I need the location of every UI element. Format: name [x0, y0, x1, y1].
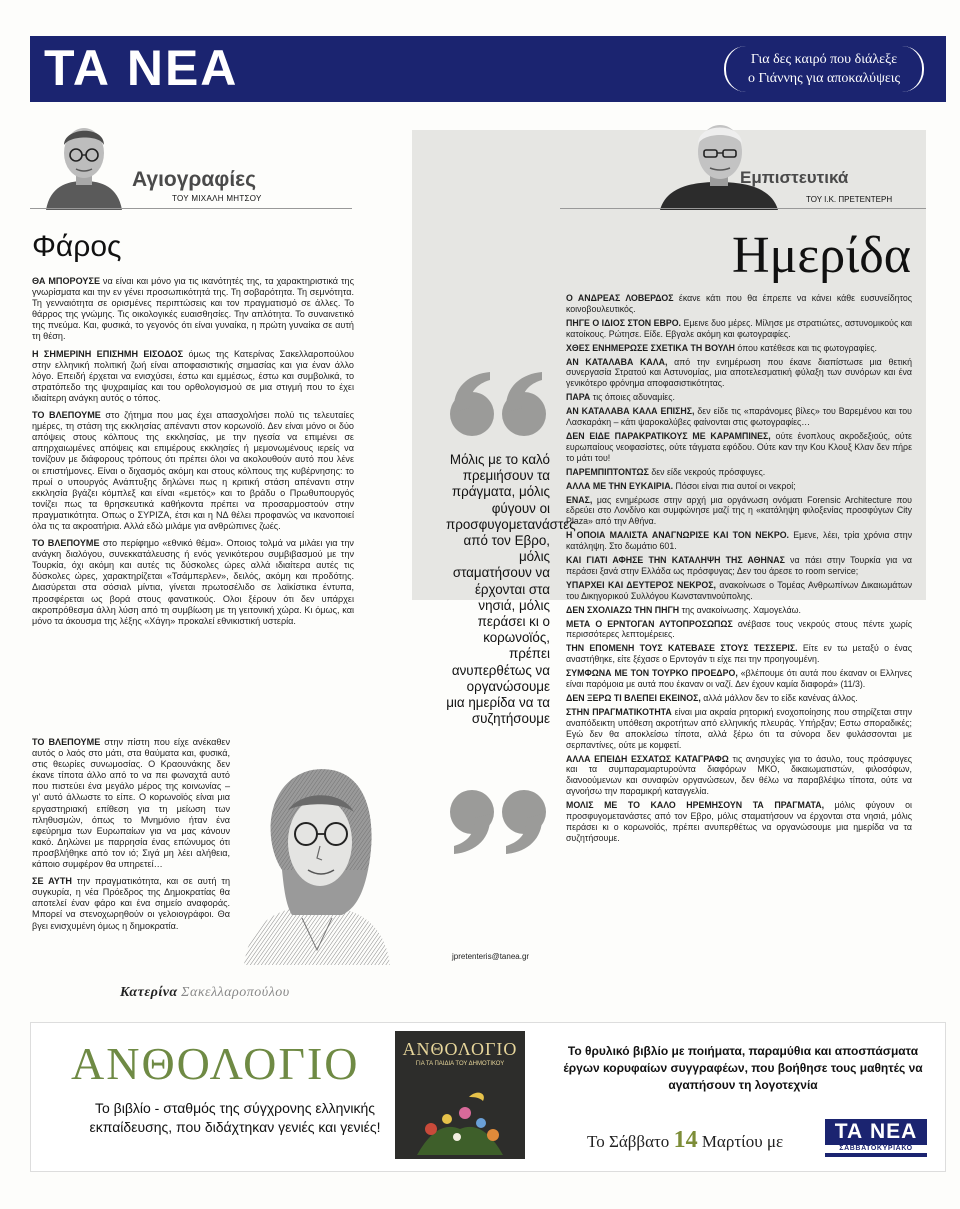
close-quote-icon [446, 788, 550, 854]
paragraph: ΧΘΕΣ ΕΝΗΜΕΡΩΣΕ ΣΧΕΤΙΚΑ ΤΗ ΒΟΥΛΗ όπου κατέθεσε και τις φωτογραφίες. [566, 342, 878, 353]
paragraph: ΔΕΝ ΣΧΟΛΙΑΖΩ ΤΗΝ ΠΗΓΗ της ανακοίνωσης. Χαμογελάω. [566, 604, 801, 615]
columnist-portrait-right [660, 118, 778, 210]
paragraph: ΣΤΗΝ ΠΡΑΓΜΑΤΙΚΟΤΗΤΑ είναι μια ακραία ρητορική ενοχοποίησης που στηρίζεται στην αναπόδεικτη υπόθεση ακροτήτων από ελληνικής πλευράς. Υπήρξαν; Εστω σποραδικές; Εγώ δεν θα αποκλείσω τίποτα, αλλά ξέρω ότι τα σύνορα δεν φυλάσσονται με σερπαντίνες, ούτε με κομφετί. [566, 706, 913, 750]
paragraph: ΚΑΙ ΓΙΑΤΙ ΑΦΗΣΕ ΤΗΝ ΚΑΤΑΛΗΨΗ ΤΗΣ ΑΘΗΝΑΣ να πάει στην Τουρκία για να περάσει ξανά στην Ελλάδα ως πρόσφυγας; Δεν του άρεσε το room service; [566, 555, 912, 576]
paragraph: ΑΝ ΚΑΤΑΛΑΒΑ ΚΑΛΑ, από την ενημέρωση που έκανε διαπίστωσε μια θετική συνεργασία Στρατού και Αστυνομίας, μια αποτελεσματική φύλαξη των συνόρων και ένα γενικότερο φρόνημα αποφασιστικότητας. [566, 356, 912, 389]
article-body-right [566, 293, 912, 847]
advertisement-anthologio[interactable] [30, 1022, 946, 1172]
column-title-agiografies: Αγιογραφίες [132, 168, 257, 191]
paragraph: ΤΗΝ ΕΠΟΜΕΝΗ ΤΟΥΣ ΚΑΤΕΒΑΣΕ ΣΤΟΥΣ ΤΕΣΣΕΡΙΣ. Είτε εν τω μεταξύ ο ένας αναστήθηκε, είτε ξέχασε ο Ερντογάν τι είχε πει την προηγουμένη. [566, 643, 912, 665]
paragraph: ΘΑ ΜΠΟΡΟΥΣΕ να είναι και μόνο για τις ικανότητές της, τα χαρακτηριστικά της γνωρίσματα και την εν γένει προσωπικότητά της. Τη σοβαρότητα. Τη σεμνότητα. Τη γενναιότητα σε ορισμένες περιπτώσεις και τον πραγματισμό σε άλλες. Το θάρρος της γνώμης. Τις οικολογικές ευαισθησίες. Την απλότητα. Το συναινετικό της πνεύμα. Και, φυσικά, το γεγονός ότι είναι γυναίκα, η πρώτη γυναίκα σε αυτή τη θέση. [32, 276, 354, 342]
columnist-portrait-left [40, 115, 128, 210]
author-email-link[interactable]: jpretenteris@tanea.gr [452, 952, 530, 961]
paragraph: ΕΝΑΣ, μας ενημέρωσε στην αρχή μια οργάνωση ονόματι Forensic Architecture που εδρεύει στο Λονδίνο και συμφώνησε μαζί της η «κατάληψη φιλοξενίας προσφύγων City Plaza» από την Αθήνα. [566, 494, 912, 527]
book-cover-title: ΑΝΘΟΛΟΓΙΟ [402, 1039, 518, 1059]
book-cover-image [395, 1031, 525, 1159]
tagline-line-1: Για δες καιρό που διάλεξε [750, 52, 898, 67]
byline-left: ΤΟΥ ΜΙΧΑΛΗ ΜΗΤΣΟΥ [172, 194, 262, 203]
paragraph: ΔΕΝ ΞΕΡΩ ΤΙ ΒΛΕΠΕΙ ΕΚΕΙΝΟΣ, αλλά μάλλον δεν το είδε κανένας άλλος. [566, 693, 858, 703]
article-body-left-narrow [32, 737, 230, 938]
tagline-line-2: ο Γιάννης για αποκαλύψεις [747, 71, 901, 86]
column-title-empisteftika: Εμπιστευτικά [740, 168, 849, 187]
portrait-sketch-sakellaropoulou [232, 750, 402, 965]
paragraph: ΔΕΝ ΕΙΔΕ ΠΑΡΑΚΡΑΤΙΚΟΥΣ ΜΕ ΚΑΡΑΜΠΙΝΕΣ, ούτε ένοπλους ακροδεξιούς, ούτε ευρωπαίους νεοφασίστες, ούτε τάγματα εφόδου. Ούτε καν την Κου Κλουξ Κλαν δεν πήρε το μάτι του! [566, 430, 912, 463]
signature-label: Κατερίνα Σακελλαροπούλου [120, 985, 290, 1000]
paragraph: ΤΟ ΒΛΕΠΟΥΜΕ στο περίφημο «εθνικό θέμα». Οποιος τολμά να μιλάει για την ανάγκη διαλόγου, συνεκκατάλευσης ή ενός γενικότερου συμβιβασμού με την Τουρκία, όχι ακόμη και αυτές τις δύσκολες ώρες αλλά ιδιαίτερα αυτές τις δύσκολες ώρες, χαρακτηρίζεται «Τσάμπερλεν», δειλός, ακόμη και προδότης. Διασύρεται στα σόσιαλ μίντια, γίνεται πρωτοσέλιδο σε λαϊκίστικα έντυπα, προσφέρεται ως βορά στους φανατικούς. Ολοι ξέρουν ότι δεν υπάρχει ακροπρόθεσμα άλλη λύση από τη συμβίωση με τη γειτονική χώρα. Κι όμως, και μόνο τα άκουσμα της λέξης «Χάγη» προκαλεί εθνικιστική υστερία. [32, 538, 354, 626]
ad-title: ΑΝΘΟΛΟΓΙΟ [71, 1038, 360, 1089]
divider-left [30, 208, 352, 209]
paragraph: ΜΕΤΑ Ο ΕΡΝΤΟΓΑΝ ΑΥΤΟΠΡΟΣΩΠΩΣ ανέβασε τους νεκρούς στους πέντε χωρίς περισσότερες λεπτομέρειες. [566, 618, 913, 640]
ta-nea-weekend-logo: ΤΑ ΝΕΑ ΣΑΒΒΑΤΟΚΥΡΙΑΚΟ [825, 1119, 927, 1157]
divider-right [560, 208, 926, 209]
paragraph: ΑΛΛΑ ΜΕ ΤΗΝ ΕΥΚΑΙΡΙΑ. Πόσοι είναι πια αυτοί οι νεκροί; [566, 480, 796, 491]
masthead [30, 36, 946, 102]
headline-imerida: Ημερίδα [732, 227, 911, 284]
paragraph: ΠΑΡΑ τις όποιες αδυναμίες. [566, 392, 675, 403]
paragraph: ΥΠΑΡΧΕΙ ΚΑΙ ΔΕΥΤΕΡΟΣ ΝΕΚΡΟΣ, ανακοίνωσε ο Τομέας Ανθρωπίνων Δικαιωμάτων του Δικηγορικού Συλλόγου Κωνσταντινούπολης. [566, 579, 912, 601]
flowers-illustration [407, 1079, 513, 1155]
paragraph: ΠΑΡΕΜΠΙΠΤΟΝΤΩΣ δεν είδε νεκρούς πρόσφυγες. [566, 466, 766, 477]
newspaper-logo: ΤΑ ΝΕΑ [44, 40, 239, 96]
paragraph: ΤΟ ΒΛΕΠΟΥΜΕ στο ζήτημα που μας έχει απασχολήσει πολύ τις τελευταίες ημέρες, τη στάση της εκκλησίας απέναντι στον κορωνοϊό. Δεν είναι μόνο οι δύο απόψεις στους κόλπους της εκκλησίας, με την ηγεσία να επιμένει σε απηρχαιωμένες απόψεις και επιμέρους εκκλησίες ή μεμονωμένους ιερείς να τονίζουν με διάφορους τρόπους ότι πρέπει όλοι να ακολουθούν αυτό που λένε οι επιστήμονες. Είναι ο διχασμός ακόμη και στους κόλπους της κυβέρνησης: το πρωί ο υπουργός Ανάπτυξης δηλώνει πως η κριτική στάση απέναντι στην εκκλησία βγάζει κόμπλεξ και είναι «εμετός» και το βράδυ ο Πρωθυπουργός τονίζει πως τα θρησκευτικά καθήκοντα πρέπει να προσαρμοστούν στην πραγματικότητα. Οπως ο ΣΥΡΙΖΑ, έτσι και η ΝΔ θέλει προφανώς να ικανοποιεί όλα τις τα ακροατήρια. Αλλά εδώ μιλάμε για ανθρώπινες ζωές. [32, 410, 354, 531]
open-quote-icon [446, 372, 550, 438]
paragraph: ΣΕ ΑΥΤΗ την πραγματικότητα, και σε αυτή τη συγκυρία, η νέα Πρόεδρος της Δημοκρατίας θα αποτελεί έναν φάρο και ένα σημείο αναφοράς. Μπορεί να στενοχωρηθούν οι γελοιογράφοι. Θα βγει ενισχυμένη όμως η δημοκρατία. [32, 876, 231, 931]
paragraph: Η ΣΗΜΕΡΙΝΗ ΕΠΙΣΗΜΗ ΕΙΣΟΔΟΣ όμως της Κατερίνας Σακελλαροπούλου στην ελληνική πολιτική ζωή είναι αποφασιστικής σημασίας και για έναν άλλο λόγο. Επειδή έρχεται να ενισχύσει, έστω και εμμέσως, έστω και συμβολικά, το στρατόπεδο της ψυχραιμίας και του ορθολογισμού σε μια στιγμή που το έχει ιδιαίτερη ανάγκη αυτός ο τόπος. [32, 348, 354, 403]
paragraph: ΑΝ ΚΑΤΑΛΑΒΑ ΚΑΛΑ ΕΠΙΣΗΣ, δεν είδε τις «παράνομες βίλες» του Βαρεμένου και του Λασκαράκη – κάτι ψαροκαλύβες φαίνονται στις φωτογραφίες… [566, 406, 912, 428]
paragraph: Η ΟΠΟΙΑ ΜΑΛΙΣΤΑ ΑΝΑΓΝΩΡΙΣΕ ΚΑΙ ΤΟΝ ΝΕΚΡΟ. Εμενε, λέει, τρία χρόνια στην κατάληψη. Στο δωμάτιο 601. [566, 530, 912, 552]
paragraph: ΠΗΓΕ Ο ΙΔΙΟΣ ΣΤΟΝ ΕΒΡΟ. Εμεινε δυο μέρες. Μίλησε με στρατιώτες, αστυνομικούς και κατοίκους. Ρώτησε. Είδε. Εβγαλε ακόμη και φωτογραφίες. [566, 317, 913, 339]
ad-date-line: Το Σάββατο 14 Μαρτίου με [587, 1127, 784, 1153]
paragraph: Ο ΑΝΔΡΕΑΣ ΛΟΒΕΡΔΟΣ έκανε κάτι που θα έπρεπε να κάνει κάθε ευσυνείδητος κοινοβουλευτικός. [566, 293, 912, 314]
paragraph: ΑΛΛΑ ΕΠΕΙΔΗ ΕΣΧΑΤΩΣ ΚΑΤΑΓΡΑΦΩ τις ανησυχίες για το άσυλο, τους πρόσφυγες και τα συμπαραμαρτυρούντα διαφόρων ΜΚΟ, δικαιωματιστών, φιλοσόφων, διανοούμενων και συναφών οργανώσεων, δεν θέλω να παραβλέψω τίποτα, ούτε να αγνοήσω την παραμικρή καταγγελία. [566, 753, 913, 797]
masthead-tagline [724, 46, 924, 92]
pull-quote: Μόλις με το καλό πρεμιήσουν τα πράγματα, μόλις φύγουν οι προσφυγομετανάστες από τον Εβρο, μόλις σταματήσουν να έρχονται στα νησιά, μόλις περάσει κι ο κορωνοϊός, πρέπει ανυπερθέτως να οργανώσουμε μια ημερίδα να τα συζητήσουμε [446, 452, 576, 727]
book-cover-subtitle: ΓΙΑ ΤΑ ΠΑΙΔΙΑ ΤΟΥ ΔΗΜΟΤΙΚΟΥ [415, 1061, 505, 1067]
article-body-left [32, 276, 354, 633]
ad-description: Το θρυλικό βιβλίο με ποιήματα, παραμύθια και αποσπάσματα έργων κορυφαίων συγγραφέων, που βοήθησε τους μαθητές να αγαπήσουν τη λογοτεχνία [563, 1044, 923, 1092]
ad-subtitle: Το βιβλίο - σταθμός της σύγχρονης ελληνικής εκπαίδευσης, που διδάχτηκαν γενιές και γενιές! [89, 1100, 381, 1135]
paragraph: ΜΟΛΙΣ ΜΕ ΤΟ ΚΑΛΟ ΗΡΕΜΗΣΟΥΝ ΤΑ ΠΡΑΓΜΑΤΑ, μόλις φύγουν οι προσφυγομετανάστες από τον Εβρο, μόλις σταματήσουν να έρχονται στα νησιά, μόλις περάσει κι ο κορωνοϊός, πρέπει ανυπερθέτως να οργανώσουμε μια ημερίδα να τα συζητήσουμε. [566, 800, 912, 843]
paragraph: ΣΥΜΦΩΝΑ ΜΕ ΤΟΝ ΤΟΥΡΚΟ ΠΡΟΕΔΡΟ, «βλέπουμε ότι αυτά που έκαναν οι Ελληνες είναι παρόμοια με αυτά που έκαναν οι ναζί. Δεν έχουν καμία διαφορά» (11/3). [566, 668, 912, 690]
paragraph: ΤΟ ΒΛΕΠΟΥΜΕ στην πίστη που είχε ανέκαθεν αυτός ο λαός στο μάτι, στα θαύματα και, φυσικά, στις θεωρίες συνωμοσίας. Ο Κραουνάκης δεν έκανε τίποτα άλλο από το να πει φωναχτά αυτό που πιστεύει ένα μεγάλο μέρος της κοινωνίας – γι' αυτό άλλωστε το είπε. Ο κορωνοϊός είναι μια εργαστηριακή επίθεση για τη μείωση των πληθυσμών, όπως το Μνημόνιο ήταν ένα εφεύρημα των Ευρωπαίων για να μας κάνουν κακό. Δηλώνει με παρρησία ένας επώνυμος ότι προσβλήθηκε από τον ιό; Σιγά μη λέει αλήθεια, κάποιο συμφέρον θα υπηρετεί… [32, 737, 230, 870]
byline-right: ΤΟΥ Ι.Κ. ΠΡΕΤΕΝΤΕΡΗ [806, 195, 893, 204]
headline-faros: Φάρος [32, 230, 122, 263]
